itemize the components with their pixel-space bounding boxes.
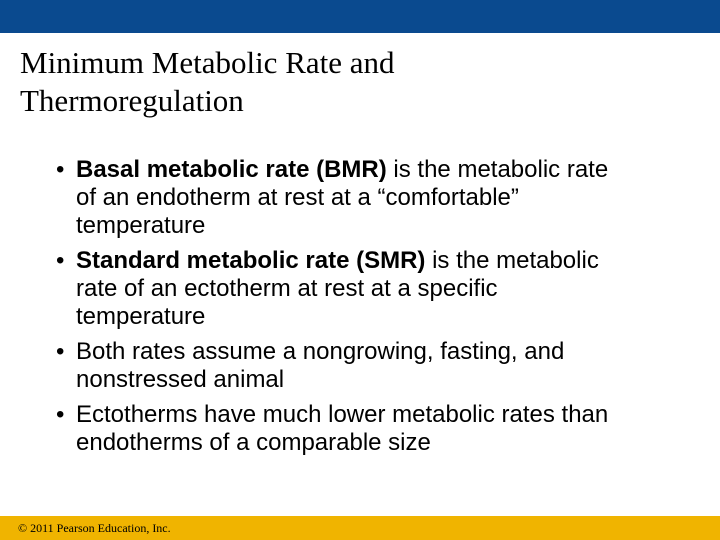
header-divider [0, 33, 720, 36]
bullet-text [76, 247, 708, 331]
bullet-item-assumptions [48, 338, 708, 394]
bullet-marker: • [56, 156, 65, 183]
bullet-line: of an endotherm at rest at a “comfortable” [76, 184, 519, 211]
bullet-line [76, 247, 708, 275]
bullet-text [76, 156, 708, 240]
bullet-text [76, 338, 708, 394]
bullet-line: temperature [76, 303, 206, 330]
bullet-line [76, 156, 708, 184]
bullet-text [76, 401, 708, 457]
term-bmr: Basal metabolic rate (BMR) [76, 156, 387, 183]
title-line-1: Minimum Metabolic Rate and [20, 45, 395, 80]
bullet-line: Ectotherms have much lower metabolic rates than [76, 401, 609, 428]
bullet-item-bmr [48, 156, 708, 240]
bullet-line: Both rates assume a nongrowing, fasting, and [76, 338, 565, 365]
bullet-marker: • [56, 247, 65, 274]
term-smr: Standard metabolic rate (SMR) [76, 247, 426, 274]
bullet-marker: • [56, 338, 65, 365]
title-line-2: Thermoregulation [20, 83, 244, 118]
bullet-line-text: is the metabolic [425, 247, 599, 274]
bullet-list [48, 156, 708, 464]
top-header-bar [0, 0, 720, 33]
bullet-line: temperature [76, 212, 206, 239]
bullet-item-ectotherms [48, 401, 708, 457]
bullet-marker: • [56, 401, 65, 428]
bullet-line-text: is the metabolic rate [386, 156, 609, 183]
bullet-line: endotherms of a comparable size [76, 429, 431, 456]
bullet-line: nonstressed animal [76, 366, 285, 393]
bullet-line: rate of an ectotherm at rest at a specific [76, 275, 498, 302]
copyright-text: © 2011 Pearson Education, Inc. [18, 521, 171, 535]
footer-bar [0, 516, 720, 540]
slide-title [20, 44, 700, 120]
bullet-item-smr [48, 247, 708, 331]
